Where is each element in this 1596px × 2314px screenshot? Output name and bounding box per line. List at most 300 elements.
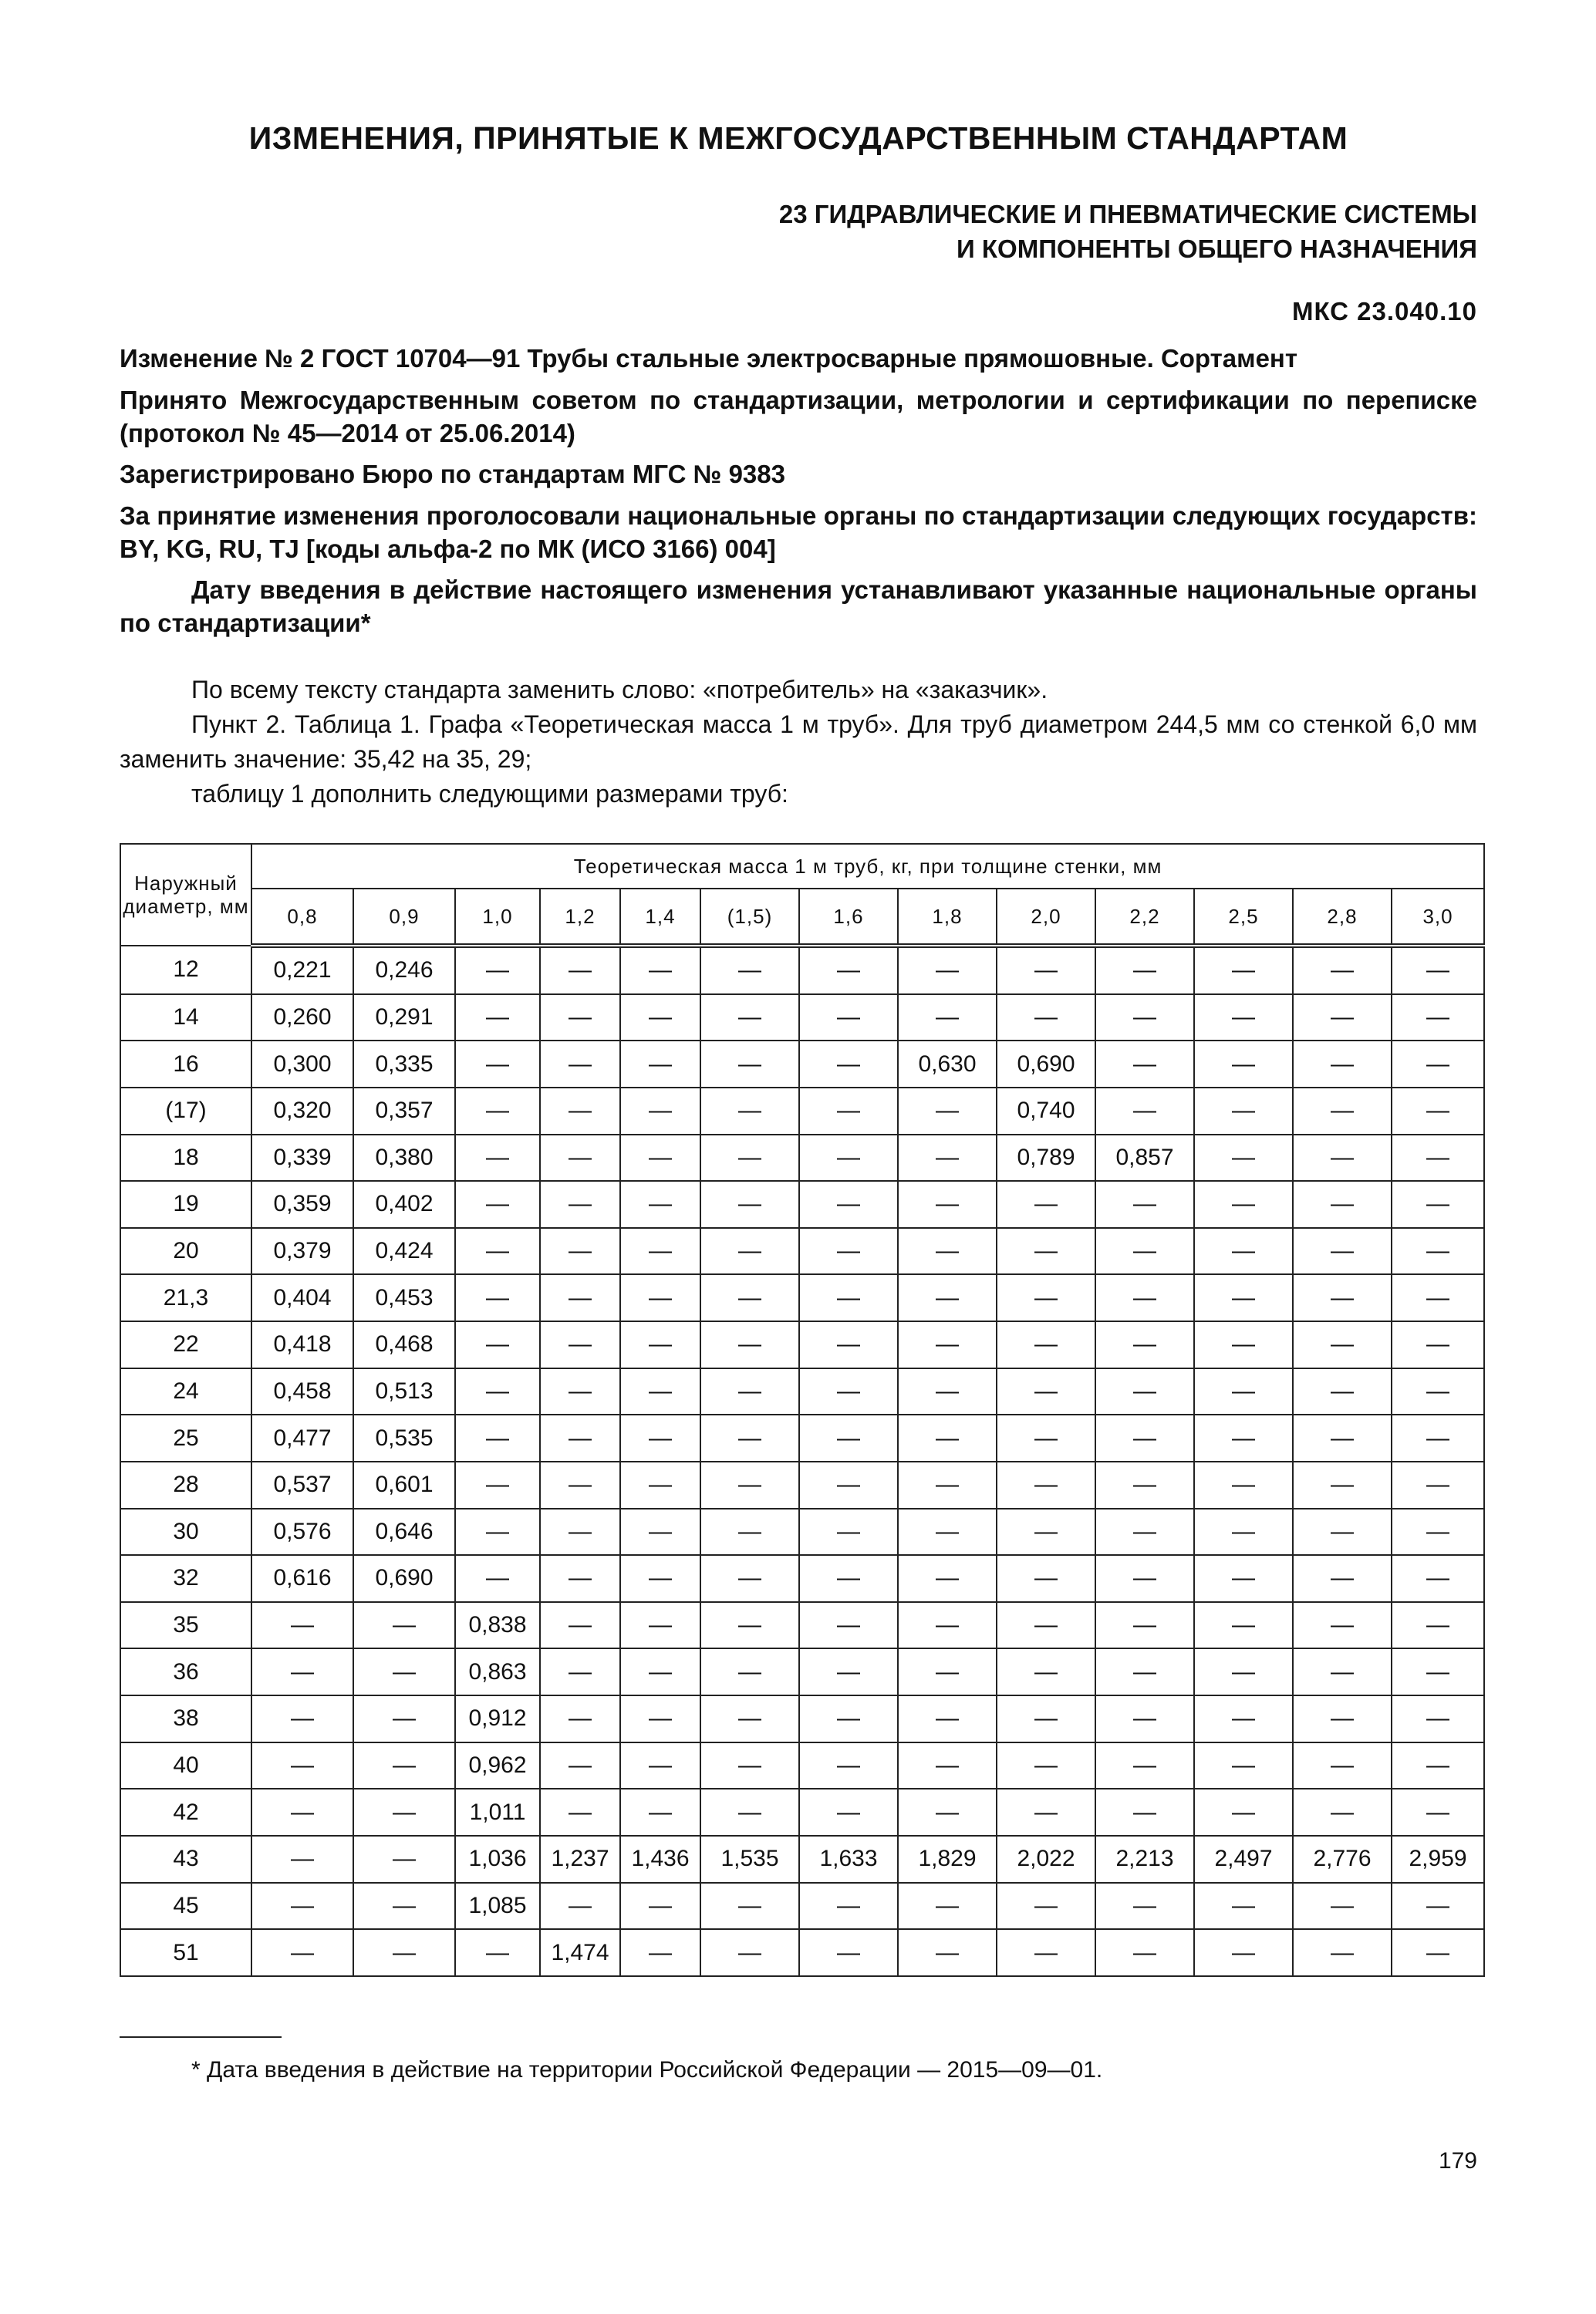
mass-cell: 0,537 <box>251 1462 353 1509</box>
mass-cell: 1,036 <box>455 1836 540 1883</box>
mass-cell: 0,335 <box>353 1041 455 1088</box>
mass-cell: — <box>1293 1274 1392 1321</box>
mass-cell: 1,237 <box>540 1836 620 1883</box>
mass-cell: — <box>700 1883 799 1930</box>
mass-cell: — <box>898 1181 997 1228</box>
page-number: 179 <box>1438 2148 1477 2174</box>
mass-cell: — <box>1392 1228 1484 1275</box>
mass-cell: — <box>1095 1274 1194 1321</box>
mass-cell: — <box>700 1789 799 1836</box>
change-title: Изменение № 2 ГОСТ 10704—91 Трубы стальные электросварные прямошовные. Сортамент <box>120 344 1298 373</box>
table-row <box>120 1883 1484 1930</box>
mass-cell: — <box>353 1789 455 1836</box>
mass-cell: — <box>1095 1181 1194 1228</box>
diameter-cell: 42 <box>120 1789 251 1836</box>
mass-cell: — <box>620 1695 700 1742</box>
mass-cell: — <box>455 1555 540 1602</box>
mass-cell: — <box>1194 946 1293 994</box>
mass-cell: — <box>898 946 997 994</box>
section-heading-line1: 23 ГИДРАВЛИЧЕСКИЕ И ПНЕВМАТИЧЕСКИЕ СИСТЕМЫ <box>778 200 1477 228</box>
mass-cell: — <box>1293 1415 1392 1462</box>
mass-cell: — <box>251 1883 353 1930</box>
diameter-cell: 25 <box>120 1415 251 1462</box>
mass-cell: — <box>799 1462 898 1509</box>
mass-cell: — <box>353 1602 455 1649</box>
mass-cell: — <box>700 1228 799 1275</box>
mass-cell: — <box>455 1088 540 1135</box>
mass-cell: — <box>1392 1509 1484 1556</box>
mass-cell: — <box>1095 994 1194 1041</box>
mass-cell: — <box>1293 1509 1392 1556</box>
footnote-divider <box>120 2036 282 2038</box>
mass-cell: — <box>997 1555 1095 1602</box>
mass-cell: — <box>540 1509 620 1556</box>
mass-cell: — <box>1392 1695 1484 1742</box>
mass-cell: — <box>799 1274 898 1321</box>
mass-cell: — <box>799 1088 898 1135</box>
mass-cell: — <box>799 1368 898 1415</box>
mass-cell: 0,513 <box>353 1368 455 1415</box>
mks-code: МКС 23.040.10 <box>1291 297 1477 326</box>
diameter-cell: 18 <box>120 1135 251 1182</box>
mass-cell: — <box>799 1789 898 1836</box>
mass-cell: — <box>997 1883 1095 1930</box>
mass-cell: — <box>353 1883 455 1930</box>
mass-cell: 1,633 <box>799 1836 898 1883</box>
mass-cell: — <box>997 1274 1095 1321</box>
mass-cell: — <box>1194 1742 1293 1789</box>
diameter-cell: 19 <box>120 1181 251 1228</box>
mass-cell: — <box>898 1088 997 1135</box>
mass-cell: — <box>997 1368 1095 1415</box>
mass-cell: — <box>700 1274 799 1321</box>
mass-cell: — <box>540 1135 620 1182</box>
table-row <box>120 1695 1484 1742</box>
mass-cell: — <box>799 1181 898 1228</box>
table-row <box>120 1368 1484 1415</box>
diameter-cell: 51 <box>120 1929 251 1976</box>
diameter-column-header: Наружный диаметр, мм <box>120 844 251 946</box>
thickness-header-cell: 2,2 <box>1095 889 1194 946</box>
table-row <box>120 1415 1484 1462</box>
mass-cell: — <box>997 1181 1095 1228</box>
mass-cell: — <box>700 1742 799 1789</box>
mass-cell: — <box>540 1321 620 1368</box>
mass-cell: — <box>1293 1602 1392 1649</box>
mass-cell: 2,776 <box>1293 1836 1392 1883</box>
mass-cell: — <box>1392 1274 1484 1321</box>
mass-cell: — <box>1293 1742 1392 1789</box>
section-heading <box>629 197 1477 266</box>
mass-cell: 0,221 <box>251 946 353 994</box>
mass-cell: — <box>1095 1088 1194 1135</box>
table-row <box>120 1742 1484 1789</box>
mass-cell: — <box>700 1509 799 1556</box>
mass-cell: — <box>620 1135 700 1182</box>
mass-cell: — <box>455 1181 540 1228</box>
mass-cell: 0,477 <box>251 1415 353 1462</box>
mass-cell: — <box>620 1415 700 1462</box>
mass-cell: 0,468 <box>353 1321 455 1368</box>
table-row <box>120 1321 1484 1368</box>
mass-cell: — <box>997 1462 1095 1509</box>
mass-cell: — <box>1095 1602 1194 1649</box>
mass-cell: — <box>898 1789 997 1836</box>
mass-cell: — <box>1293 1228 1392 1275</box>
mass-cell: — <box>1392 1321 1484 1368</box>
mass-cell: — <box>997 1509 1095 1556</box>
mass-cell: — <box>1392 1135 1484 1182</box>
mass-cell: — <box>455 1929 540 1976</box>
mass-cell: — <box>540 1648 620 1695</box>
voted-paragraph: За принятие изменения проголосовали национальные органы по стандартизации следующих государств: BY, KG, RU, TJ [коды альфа-2 по МК (ИСО 3166) 004] <box>120 501 1477 563</box>
mass-cell: — <box>1293 1368 1392 1415</box>
mass-cell: — <box>997 1415 1095 1462</box>
table-row <box>120 946 1484 994</box>
mass-cell: — <box>1194 1368 1293 1415</box>
mass-cell: — <box>700 1321 799 1368</box>
mass-cell: — <box>1392 1368 1484 1415</box>
mass-cell: — <box>1194 1648 1293 1695</box>
mass-cell: 0,962 <box>455 1742 540 1789</box>
mass-cell: 0,246 <box>353 946 455 994</box>
mass-cell: 0,863 <box>455 1648 540 1695</box>
mass-cell: — <box>997 1228 1095 1275</box>
mass-cell: 0,379 <box>251 1228 353 1275</box>
mass-cell: — <box>700 1368 799 1415</box>
mass-cell: 0,424 <box>353 1228 455 1275</box>
diameter-cell: 22 <box>120 1321 251 1368</box>
mass-cell: — <box>455 994 540 1041</box>
mass-cell: 0,291 <box>353 994 455 1041</box>
mass-cell: — <box>700 946 799 994</box>
table-row <box>120 1274 1484 1321</box>
mass-cell: — <box>620 1181 700 1228</box>
mass-cell: 2,959 <box>1392 1836 1484 1883</box>
mass-cell: 1,085 <box>455 1883 540 1930</box>
mass-cell: — <box>898 1274 997 1321</box>
section-heading-line2: И КОМПОНЕНТЫ ОБЩЕГО НАЗНАЧЕНИЯ <box>957 234 1477 263</box>
mass-cell: 0,402 <box>353 1181 455 1228</box>
mass-cell: 2,213 <box>1095 1836 1194 1883</box>
mass-cell: 1,535 <box>700 1836 799 1883</box>
mass-cell: — <box>1194 994 1293 1041</box>
mass-cell: — <box>455 946 540 994</box>
mass-cell: — <box>700 1695 799 1742</box>
mass-cell: — <box>353 1648 455 1695</box>
mass-cell: — <box>997 1321 1095 1368</box>
mass-cell: — <box>1194 1041 1293 1088</box>
mass-cell: — <box>540 1462 620 1509</box>
mass-cell: — <box>620 1929 700 1976</box>
mass-cell: — <box>1194 1602 1293 1649</box>
mass-cell: — <box>620 1555 700 1602</box>
mass-cell: — <box>898 1742 997 1789</box>
mass-cell: 0,576 <box>251 1509 353 1556</box>
mass-cell: 0,740 <box>997 1088 1095 1135</box>
mass-cell: — <box>898 1929 997 1976</box>
table-row <box>120 1555 1484 1602</box>
mass-cell: — <box>620 1368 700 1415</box>
mass-cell: — <box>700 1415 799 1462</box>
diameter-cell: 21,3 <box>120 1274 251 1321</box>
body-paragraph-2: Пункт 2. Таблица 1. Графа «Теоретическая масса 1 м труб». Для труб диаметром 244,5 мм со стенкой 6,0 мм заменить значение: 35,42 на 35, 29; <box>120 710 1477 773</box>
mass-cell: — <box>898 1321 997 1368</box>
mass-cell: — <box>700 1041 799 1088</box>
mass-cell: — <box>1392 1181 1484 1228</box>
mass-cell: — <box>1095 1321 1194 1368</box>
mass-cell: — <box>799 946 898 994</box>
mass-cell: — <box>1293 1883 1392 1930</box>
table-row <box>120 1181 1484 1228</box>
footnote: * Дата введения в действие на территории Российской Федерации — 2015—09—01. <box>191 2057 1103 2083</box>
mass-cell: — <box>620 1088 700 1135</box>
mass-cell: — <box>455 1415 540 1462</box>
diameter-cell: 36 <box>120 1648 251 1695</box>
mass-cell: — <box>353 1695 455 1742</box>
diameter-cell: 45 <box>120 1883 251 1930</box>
mass-cell: 0,630 <box>898 1041 997 1088</box>
table-row <box>120 1228 1484 1275</box>
mass-cell: — <box>1194 1274 1293 1321</box>
mass-cell: — <box>1293 1929 1392 1976</box>
mass-cell: — <box>799 1695 898 1742</box>
thickness-header-cell: 1,6 <box>799 889 898 946</box>
mass-cell: — <box>1194 1509 1293 1556</box>
mass-cell: — <box>700 1088 799 1135</box>
mass-cell: 0,838 <box>455 1602 540 1649</box>
mass-cell: — <box>1392 994 1484 1041</box>
mass-cell: — <box>1293 1555 1392 1602</box>
thickness-header-cell: 0,8 <box>251 889 353 946</box>
mass-cell: — <box>1392 1555 1484 1602</box>
table-row <box>120 1836 1484 1883</box>
mass-cell: — <box>620 1228 700 1275</box>
mass-cell: — <box>540 1742 620 1789</box>
mass-cell: — <box>1293 1695 1392 1742</box>
mass-cell: — <box>620 1742 700 1789</box>
mass-cell: 0,535 <box>353 1415 455 1462</box>
table-row <box>120 1088 1484 1135</box>
mass-cell: — <box>898 1883 997 1930</box>
mass-cell: — <box>898 1509 997 1556</box>
mass-cell: — <box>1194 1695 1293 1742</box>
diameter-cell: 28 <box>120 1462 251 1509</box>
table-row <box>120 1462 1484 1509</box>
mass-cell: 0,300 <box>251 1041 353 1088</box>
mass-cell: — <box>898 1462 997 1509</box>
mass-cell: — <box>898 1368 997 1415</box>
mass-cell: — <box>1293 1789 1392 1836</box>
thickness-header-cell: 2,0 <box>997 889 1095 946</box>
diameter-cell: 32 <box>120 1555 251 1602</box>
mass-cell: — <box>1095 1228 1194 1275</box>
mass-cell: 1,011 <box>455 1789 540 1836</box>
mass-cell: — <box>251 1929 353 1976</box>
page-title: ИЗМЕНЕНИЯ, ПРИНЯТЫЕ К МЕЖГОСУДАРСТВЕННЫМ СТАНДАРТАМ <box>248 120 1348 156</box>
mass-cell: — <box>251 1695 353 1742</box>
mass-cell: — <box>799 994 898 1041</box>
thickness-header-cell: 1,2 <box>540 889 620 946</box>
effective-date-paragraph: Дату введения в действие настоящего изменения устанавливают указанные национальные органы по стандартизации* <box>120 575 1477 637</box>
mass-cell: — <box>1194 1883 1293 1930</box>
mass-cell: — <box>1095 1883 1194 1930</box>
mass-cell: — <box>700 1929 799 1976</box>
mass-cell: — <box>1095 1041 1194 1088</box>
mass-cell: — <box>540 1789 620 1836</box>
diameter-cell: 35 <box>120 1602 251 1649</box>
thickness-header-cell: (1,5) <box>700 889 799 946</box>
mass-cell: — <box>540 1088 620 1135</box>
mass-cell: — <box>540 1555 620 1602</box>
mass-cell: 0,359 <box>251 1181 353 1228</box>
diameter-cell: 14 <box>120 994 251 1041</box>
mass-cell: — <box>1095 1742 1194 1789</box>
mass-cell: — <box>1194 1181 1293 1228</box>
body-paragraph-1: По всему тексту стандарта заменить слово: «потребитель» на «заказчик». <box>191 676 1048 703</box>
diameter-cell: 43 <box>120 1836 251 1883</box>
mass-cell: — <box>1194 1088 1293 1135</box>
table-header-row <box>120 844 1484 889</box>
thickness-header-cell: 0,9 <box>353 889 455 946</box>
mass-cell: — <box>540 1228 620 1275</box>
mass-cell: — <box>799 1321 898 1368</box>
diameter-cell: 30 <box>120 1509 251 1556</box>
mass-cell: 0,690 <box>997 1041 1095 1088</box>
mass-cell: — <box>1194 1135 1293 1182</box>
mass-cell: — <box>1392 1041 1484 1088</box>
mass-cell: — <box>455 1274 540 1321</box>
mass-cell: — <box>353 1742 455 1789</box>
mass-cell: — <box>455 1135 540 1182</box>
mass-cell: — <box>251 1789 353 1836</box>
mass-cell: — <box>540 1602 620 1649</box>
mass-cell: 2,022 <box>997 1836 1095 1883</box>
mass-cell: — <box>620 1041 700 1088</box>
mass-cell: — <box>799 1415 898 1462</box>
mass-cell: — <box>1392 1462 1484 1509</box>
mass-cell: — <box>1095 1789 1194 1836</box>
mass-cell: — <box>1095 1415 1194 1462</box>
mass-cell: — <box>1392 1648 1484 1695</box>
mass-cell: — <box>455 1228 540 1275</box>
mass-cell: — <box>1095 1648 1194 1695</box>
mass-cell: — <box>997 1929 1095 1976</box>
diameter-cell: (17) <box>120 1088 251 1135</box>
mass-cell: — <box>898 1555 997 1602</box>
mass-cell: — <box>799 1648 898 1695</box>
mass-cell: 0,646 <box>353 1509 455 1556</box>
mass-cell: — <box>997 1742 1095 1789</box>
mass-cell: — <box>1293 1041 1392 1088</box>
mass-cell: — <box>620 1274 700 1321</box>
mass-cell: — <box>620 1883 700 1930</box>
mass-cell: — <box>1392 1088 1484 1135</box>
mass-cell: — <box>799 1883 898 1930</box>
mass-cell: 0,339 <box>251 1135 353 1182</box>
mass-cell: — <box>353 1929 455 1976</box>
mass-cell: — <box>540 946 620 994</box>
mass-cell: — <box>799 1509 898 1556</box>
mass-cell: — <box>1293 1135 1392 1182</box>
mass-cell: 1,829 <box>898 1836 997 1883</box>
thickness-header-cell: 2,8 <box>1293 889 1392 946</box>
mass-cell: — <box>700 1462 799 1509</box>
mass-cell: — <box>799 1228 898 1275</box>
mass-cell: — <box>455 1041 540 1088</box>
mass-cell: — <box>1095 946 1194 994</box>
mass-cell: — <box>251 1648 353 1695</box>
mass-cell: — <box>799 1742 898 1789</box>
mass-cell: — <box>700 1135 799 1182</box>
mass-cell: 0,458 <box>251 1368 353 1415</box>
mass-cell: — <box>799 1555 898 1602</box>
mass-cell: — <box>620 1602 700 1649</box>
mass-cell: 2,497 <box>1194 1836 1293 1883</box>
diameter-cell: 40 <box>120 1742 251 1789</box>
mass-cell: — <box>997 946 1095 994</box>
diameter-cell: 24 <box>120 1368 251 1415</box>
mass-cell: — <box>700 1181 799 1228</box>
mass-cell: — <box>1293 1321 1392 1368</box>
mass-cell: — <box>455 1321 540 1368</box>
diameter-cell: 16 <box>120 1041 251 1088</box>
mass-cell: — <box>540 1415 620 1462</box>
mass-cell: — <box>620 994 700 1041</box>
mass-cell: — <box>1392 946 1484 994</box>
mass-cell: 0,857 <box>1095 1135 1194 1182</box>
mass-cell: — <box>620 1462 700 1509</box>
mass-cell: — <box>700 1555 799 1602</box>
mass-cell: — <box>997 1789 1095 1836</box>
mass-cell: — <box>1293 1088 1392 1135</box>
mass-cell: — <box>540 1883 620 1930</box>
mass-cell: — <box>620 1648 700 1695</box>
mass-cell: — <box>1095 1695 1194 1742</box>
mass-cell: 0,320 <box>251 1088 353 1135</box>
mass-cell: 0,404 <box>251 1274 353 1321</box>
table-row <box>120 1135 1484 1182</box>
mass-cell: — <box>1095 1509 1194 1556</box>
thickness-header-cell: 2,5 <box>1194 889 1293 946</box>
mass-cell: — <box>898 1648 997 1695</box>
table-body <box>120 946 1484 1976</box>
mass-cell: 0,690 <box>353 1555 455 1602</box>
mass-cell: 0,380 <box>353 1135 455 1182</box>
mass-cell: — <box>1293 994 1392 1041</box>
mass-cell: 0,357 <box>353 1088 455 1135</box>
mass-cell: — <box>353 1836 455 1883</box>
mass-cell: — <box>1293 1462 1392 1509</box>
mass-cell: — <box>1392 1789 1484 1836</box>
table-row <box>120 994 1484 1041</box>
thickness-header-row <box>120 889 1484 946</box>
mass-cell: 1,436 <box>620 1836 700 1883</box>
mass-cell: — <box>251 1602 353 1649</box>
mass-cell: — <box>898 1602 997 1649</box>
mass-cell: — <box>540 1695 620 1742</box>
mass-cell: — <box>799 1602 898 1649</box>
mass-cell: — <box>1095 1555 1194 1602</box>
mass-cell: 0,912 <box>455 1695 540 1742</box>
mass-cell: — <box>455 1509 540 1556</box>
mass-cell: — <box>540 1274 620 1321</box>
mass-cell: — <box>1392 1742 1484 1789</box>
mass-cell: — <box>1194 1462 1293 1509</box>
mass-cell: — <box>997 1695 1095 1742</box>
mass-cell: — <box>620 946 700 994</box>
mass-cell: — <box>251 1836 353 1883</box>
